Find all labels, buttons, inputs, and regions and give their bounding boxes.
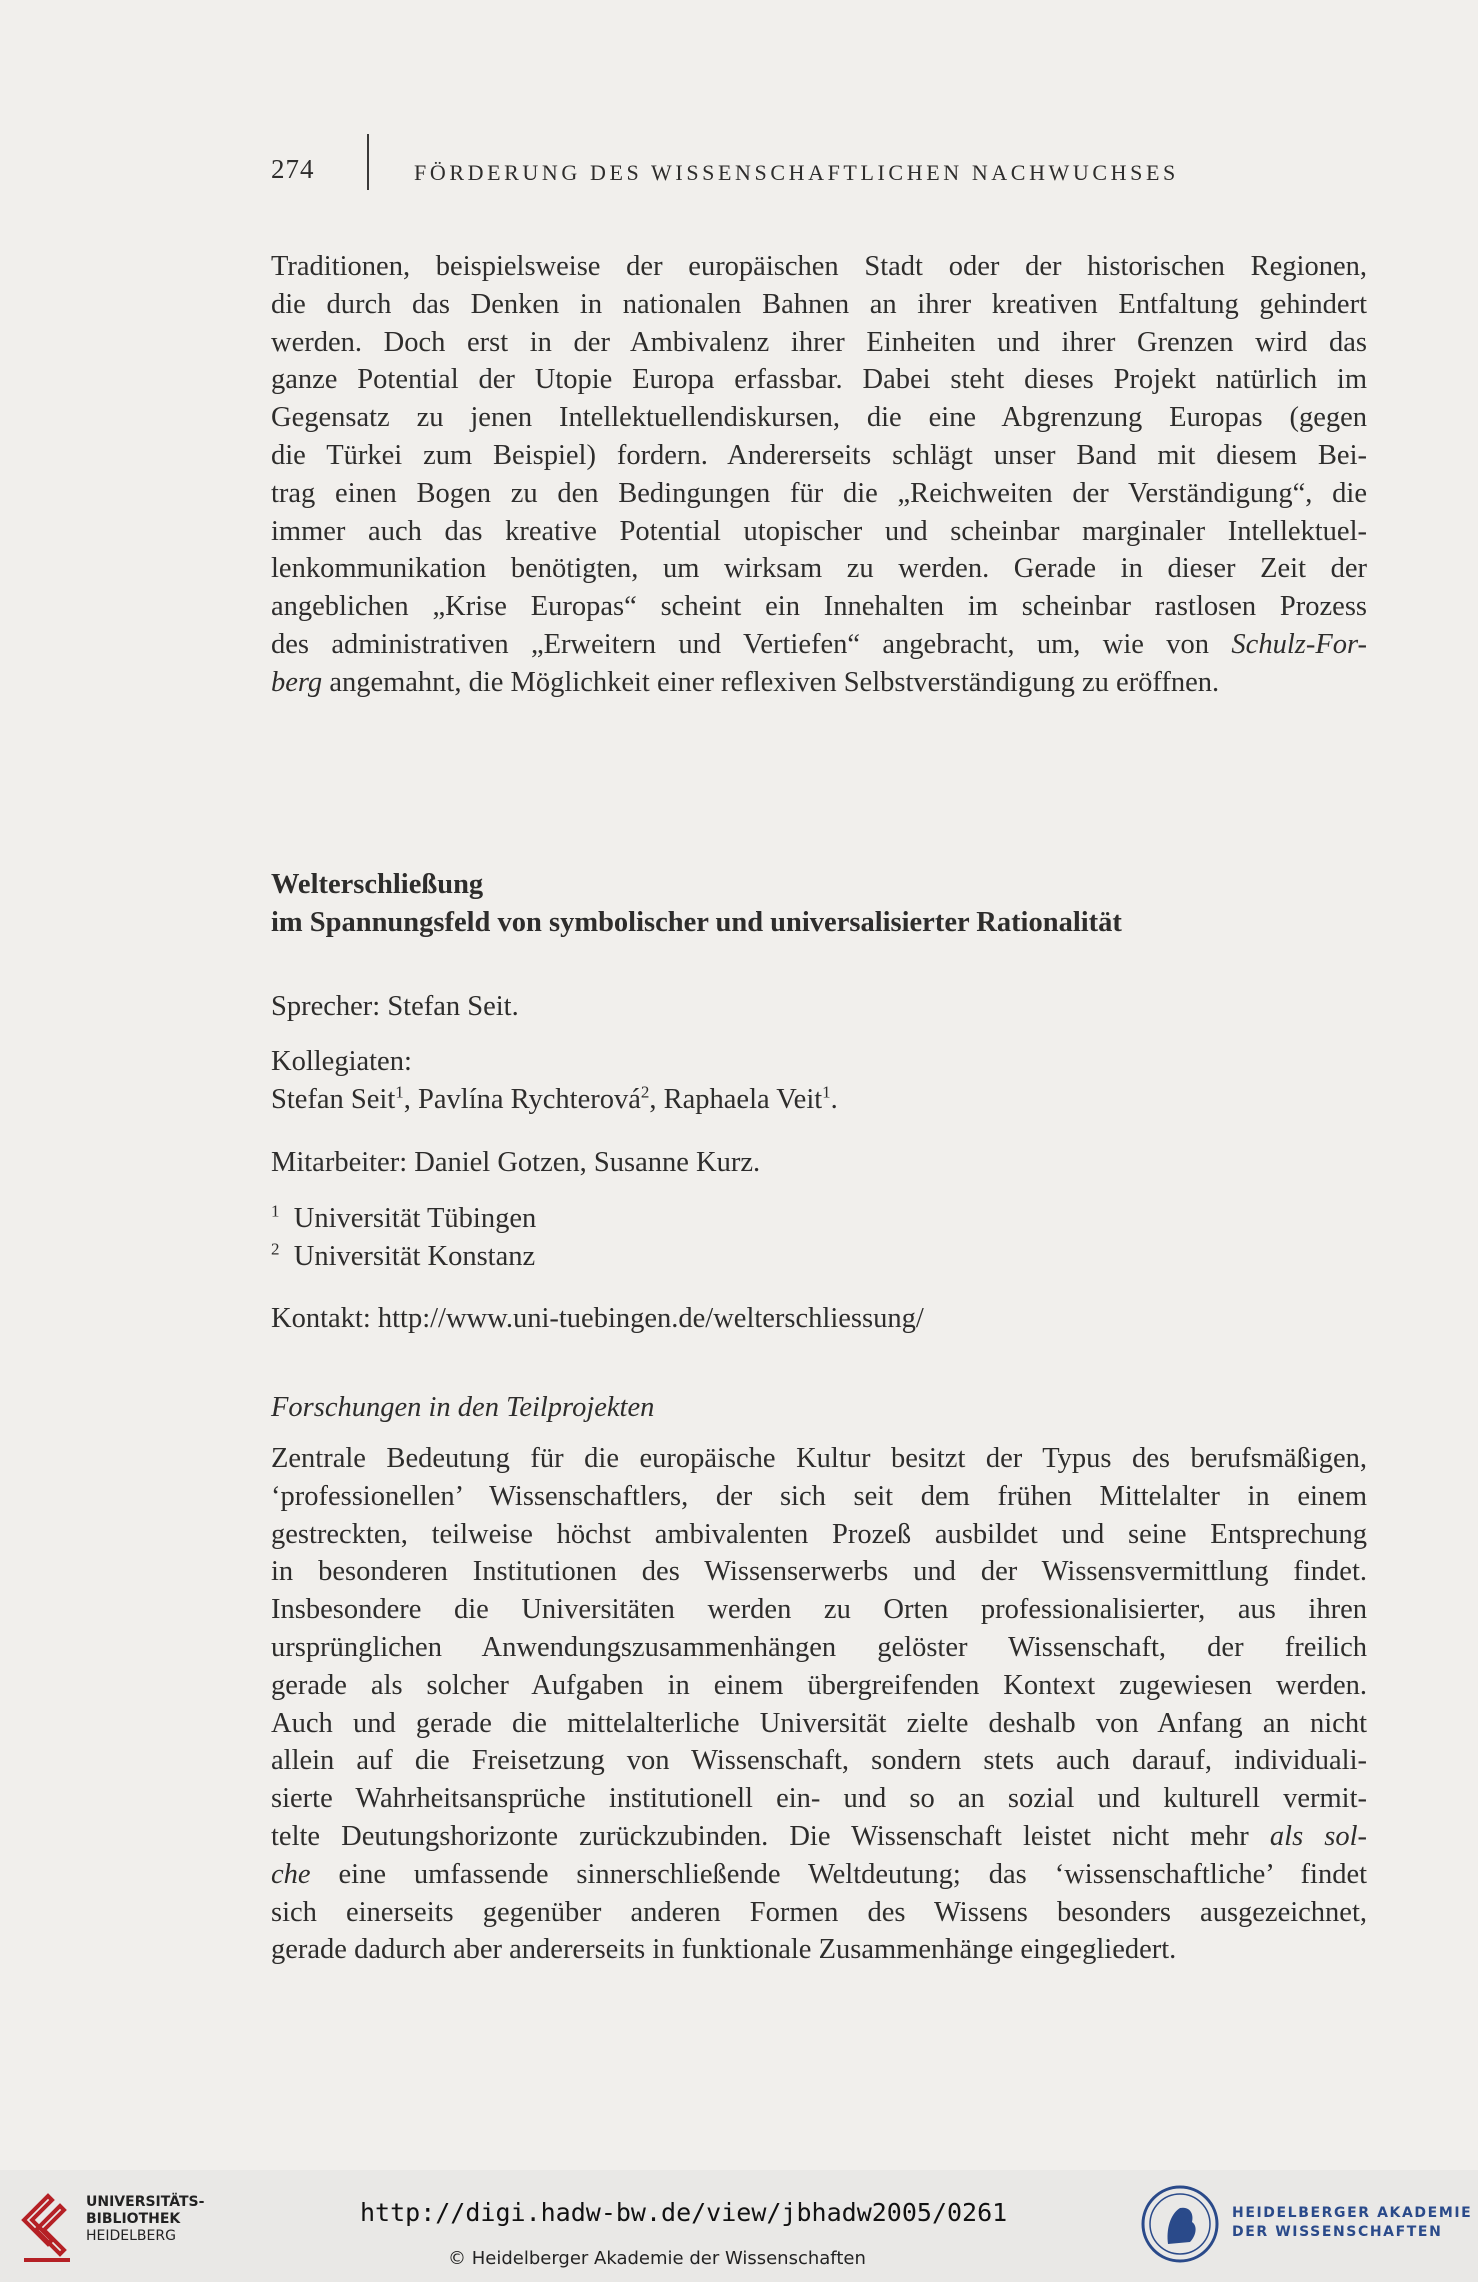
section-title-block [271, 866, 1367, 942]
affiliation-marker: 2 [640, 1082, 650, 1102]
fellows-label: Kollegiaten: [271, 1046, 412, 1077]
text-line [271, 1818, 1367, 1856]
affiliation-marker: 1 [395, 1082, 404, 1102]
italic-author: Schulz-For- [1231, 628, 1367, 660]
text-line: angeblichen „Krise Europas“ scheint ein Innehalten im scheinbar rastlosen Prozess [271, 591, 1367, 623]
header-divider [367, 134, 369, 190]
text-line: ganze Potential der Utopie Europa erfassbar. Dabei steht dieses Projekt natürlich im [271, 364, 1367, 396]
subsection-heading-block [271, 1392, 1367, 1424]
text-line [271, 626, 1367, 664]
intro-paragraph [271, 248, 1367, 702]
text-line: Traditionen, beispielsweise der europäischen Stadt oder der historischen Regionen, [271, 251, 1367, 282]
affiliation-name: Universität Konstanz [293, 1241, 536, 1272]
staff-block [271, 1144, 1367, 1182]
section-title-line-2: im Spannungsfeld von symbolischer und universalisierter Rationalität [271, 907, 1122, 938]
text-fragment: angemahnt, die Möglichkeit einer reflexiven Selbstverständigung zu eröffnen. [329, 666, 1220, 698]
fellows-list: Stefan Seit$^1$, Pavlína Rychterová$^2$, Raphaela Veit$^1$. [271, 1082, 838, 1115]
text-line: gerade als solcher Aufgaben in einem übergreifenden Kontext zugewiesen werden. [271, 1669, 1367, 1701]
text-line: sierte Wahrheitsansprüche institutionell ein- und so an sozial und kulturell vermit- [271, 1783, 1367, 1815]
speaker-block [271, 988, 1367, 1026]
text-line: die durch das Denken in nationalen Bahnen an ihrer kreativen Entfaltung gehindert [271, 288, 1367, 320]
running-head: FÖRDERUNG DES WISSENSCHAFTLICHEN NACHWUCHSES [414, 160, 1179, 185]
italic-phrase: als sol- [1269, 1820, 1368, 1852]
text-fragment: eine umfassende sinnerschließende Weltdeutung; das ‘wissenschaftliche’ findet [338, 1858, 1368, 1890]
text-line: trag einen Bogen zu den Bedingungen für die „Reichweiten der Verständigung“, die [271, 477, 1367, 509]
text-line [271, 664, 1367, 702]
affiliation-item [271, 1238, 1367, 1276]
text-line: ‘professionellen’ Wissenschaftlers, der sich seit dem frühen Mittelalter in einem [271, 1480, 1367, 1512]
page-header [271, 150, 1271, 194]
text-line: gestreckten, teilweise höchst ambivalenten Prozeß ausbildet und seine Entsprechung [271, 1518, 1367, 1550]
copyright-notice: © Heidelberger Akademie der Wissenschaften [448, 2248, 866, 2269]
university-library-logo-icon [18, 2190, 78, 2264]
text-line: Gegensatz zu jenen Intellektuellendiskursen, die eine Abgrenzung Europas (gegen [271, 402, 1367, 434]
section-title [271, 866, 1367, 942]
research-paragraph-block [271, 1440, 1367, 1969]
contact-block [271, 1300, 1367, 1338]
intro-paragraph-block [271, 248, 1367, 702]
text-line: Insbesondere die Universitäten werden zu Orten professionalisierter, aus ihren [271, 1594, 1367, 1626]
affiliations-block [271, 1200, 1367, 1276]
affiliation-name: Universität Tübingen [293, 1203, 537, 1234]
text-line: lenkommunikation benötigten, um wirksam zu werden. Gerade in dieser Zeit der [271, 553, 1367, 585]
text-fragment: des administrativen „Erweitern und Vertiefen“ angebracht, um, wie von [271, 628, 1210, 660]
text-line: Auch und gerade die mittelalterliche Universität zielte deshalb von Anfang an nicht [271, 1707, 1367, 1739]
page-number: 274 [271, 154, 315, 184]
text-line: in besonderen Institutionen des Wissenserwerbs und der Wissensvermittlung findet. [271, 1556, 1367, 1588]
text-line: sich einerseits gegenüber anderen Formen des Wissens besonders ausgezeichnet, [271, 1896, 1367, 1928]
text-line: allein auf die Freisetzung von Wissenschaft, sondern stets auch darauf, individuali- [271, 1745, 1367, 1777]
text-line: Zentrale Bedeutung für die europäische Kultur besitzt der Typus des berufsmäßigen, [271, 1443, 1367, 1474]
academy-seal-icon [1140, 2184, 1220, 2264]
italic-author: berg [271, 666, 323, 698]
university-library-name: UNIVERSITÄTS- BIBLIOTHEK HEIDELBERG [86, 2194, 205, 2244]
fellow-name: Pavlína Rychterová [418, 1084, 641, 1115]
affiliation-number: 2 [271, 1239, 280, 1259]
section-title-line-1: Welterschließung [271, 869, 484, 900]
text-line: immer auch das kreative Potential utopischer und scheinbar marginaler Intellektuel- [271, 515, 1367, 547]
text-line: werden. Doch erst in der Ambivalenz ihrer Einheiten und ihrer Grenzen wird das [271, 326, 1367, 358]
academy-name: HEIDELBERGER AKADEMIE DER WISSENSCHAFTEN [1232, 2205, 1473, 2240]
research-paragraph [271, 1440, 1367, 1969]
text-line: die Türkei zum Beispiel) fordern. Andererseits schlägt unser Band mit diesem Bei- [271, 439, 1367, 471]
fellows-block [271, 1043, 1367, 1119]
affiliation-item [271, 1200, 1367, 1238]
italic-phrase: che [271, 1858, 311, 1890]
digitization-url-link[interactable]: http://digi.hadw-bw.de/view/jbhadw2005/0261 [360, 2198, 1008, 2227]
staff-line: Mitarbeiter: Daniel Gotzen, Susanne Kurz. [271, 1147, 761, 1178]
digitization-footer [0, 2170, 1478, 2282]
text-line: ursprünglichen Anwendungszusammenhängen gelöster Wissenschaft, der freilich [271, 1631, 1367, 1663]
text-line [271, 1856, 1367, 1894]
contact-line: Kontakt: http://www.uni-tuebingen.de/welterschliessung/ [271, 1303, 924, 1334]
fellow-name: Raphaela Veit [663, 1084, 823, 1115]
text-line: gerade dadurch aber andererseits in funktionale Zusammenhänge eingegliedert. [271, 1934, 1177, 1966]
fellow-name: Stefan Seit [271, 1084, 396, 1115]
affiliation-number: 1 [271, 1201, 280, 1221]
text-fragment: telte Deutungshorizonte zurückzubinden. Die Wissenschaft leistet nicht mehr [271, 1820, 1249, 1852]
speaker-line: Sprecher: Stefan Seit. [271, 991, 519, 1022]
subsection-heading: Forschungen in den Teilprojekten [271, 1392, 655, 1423]
affiliation-marker: 1 [822, 1082, 831, 1102]
